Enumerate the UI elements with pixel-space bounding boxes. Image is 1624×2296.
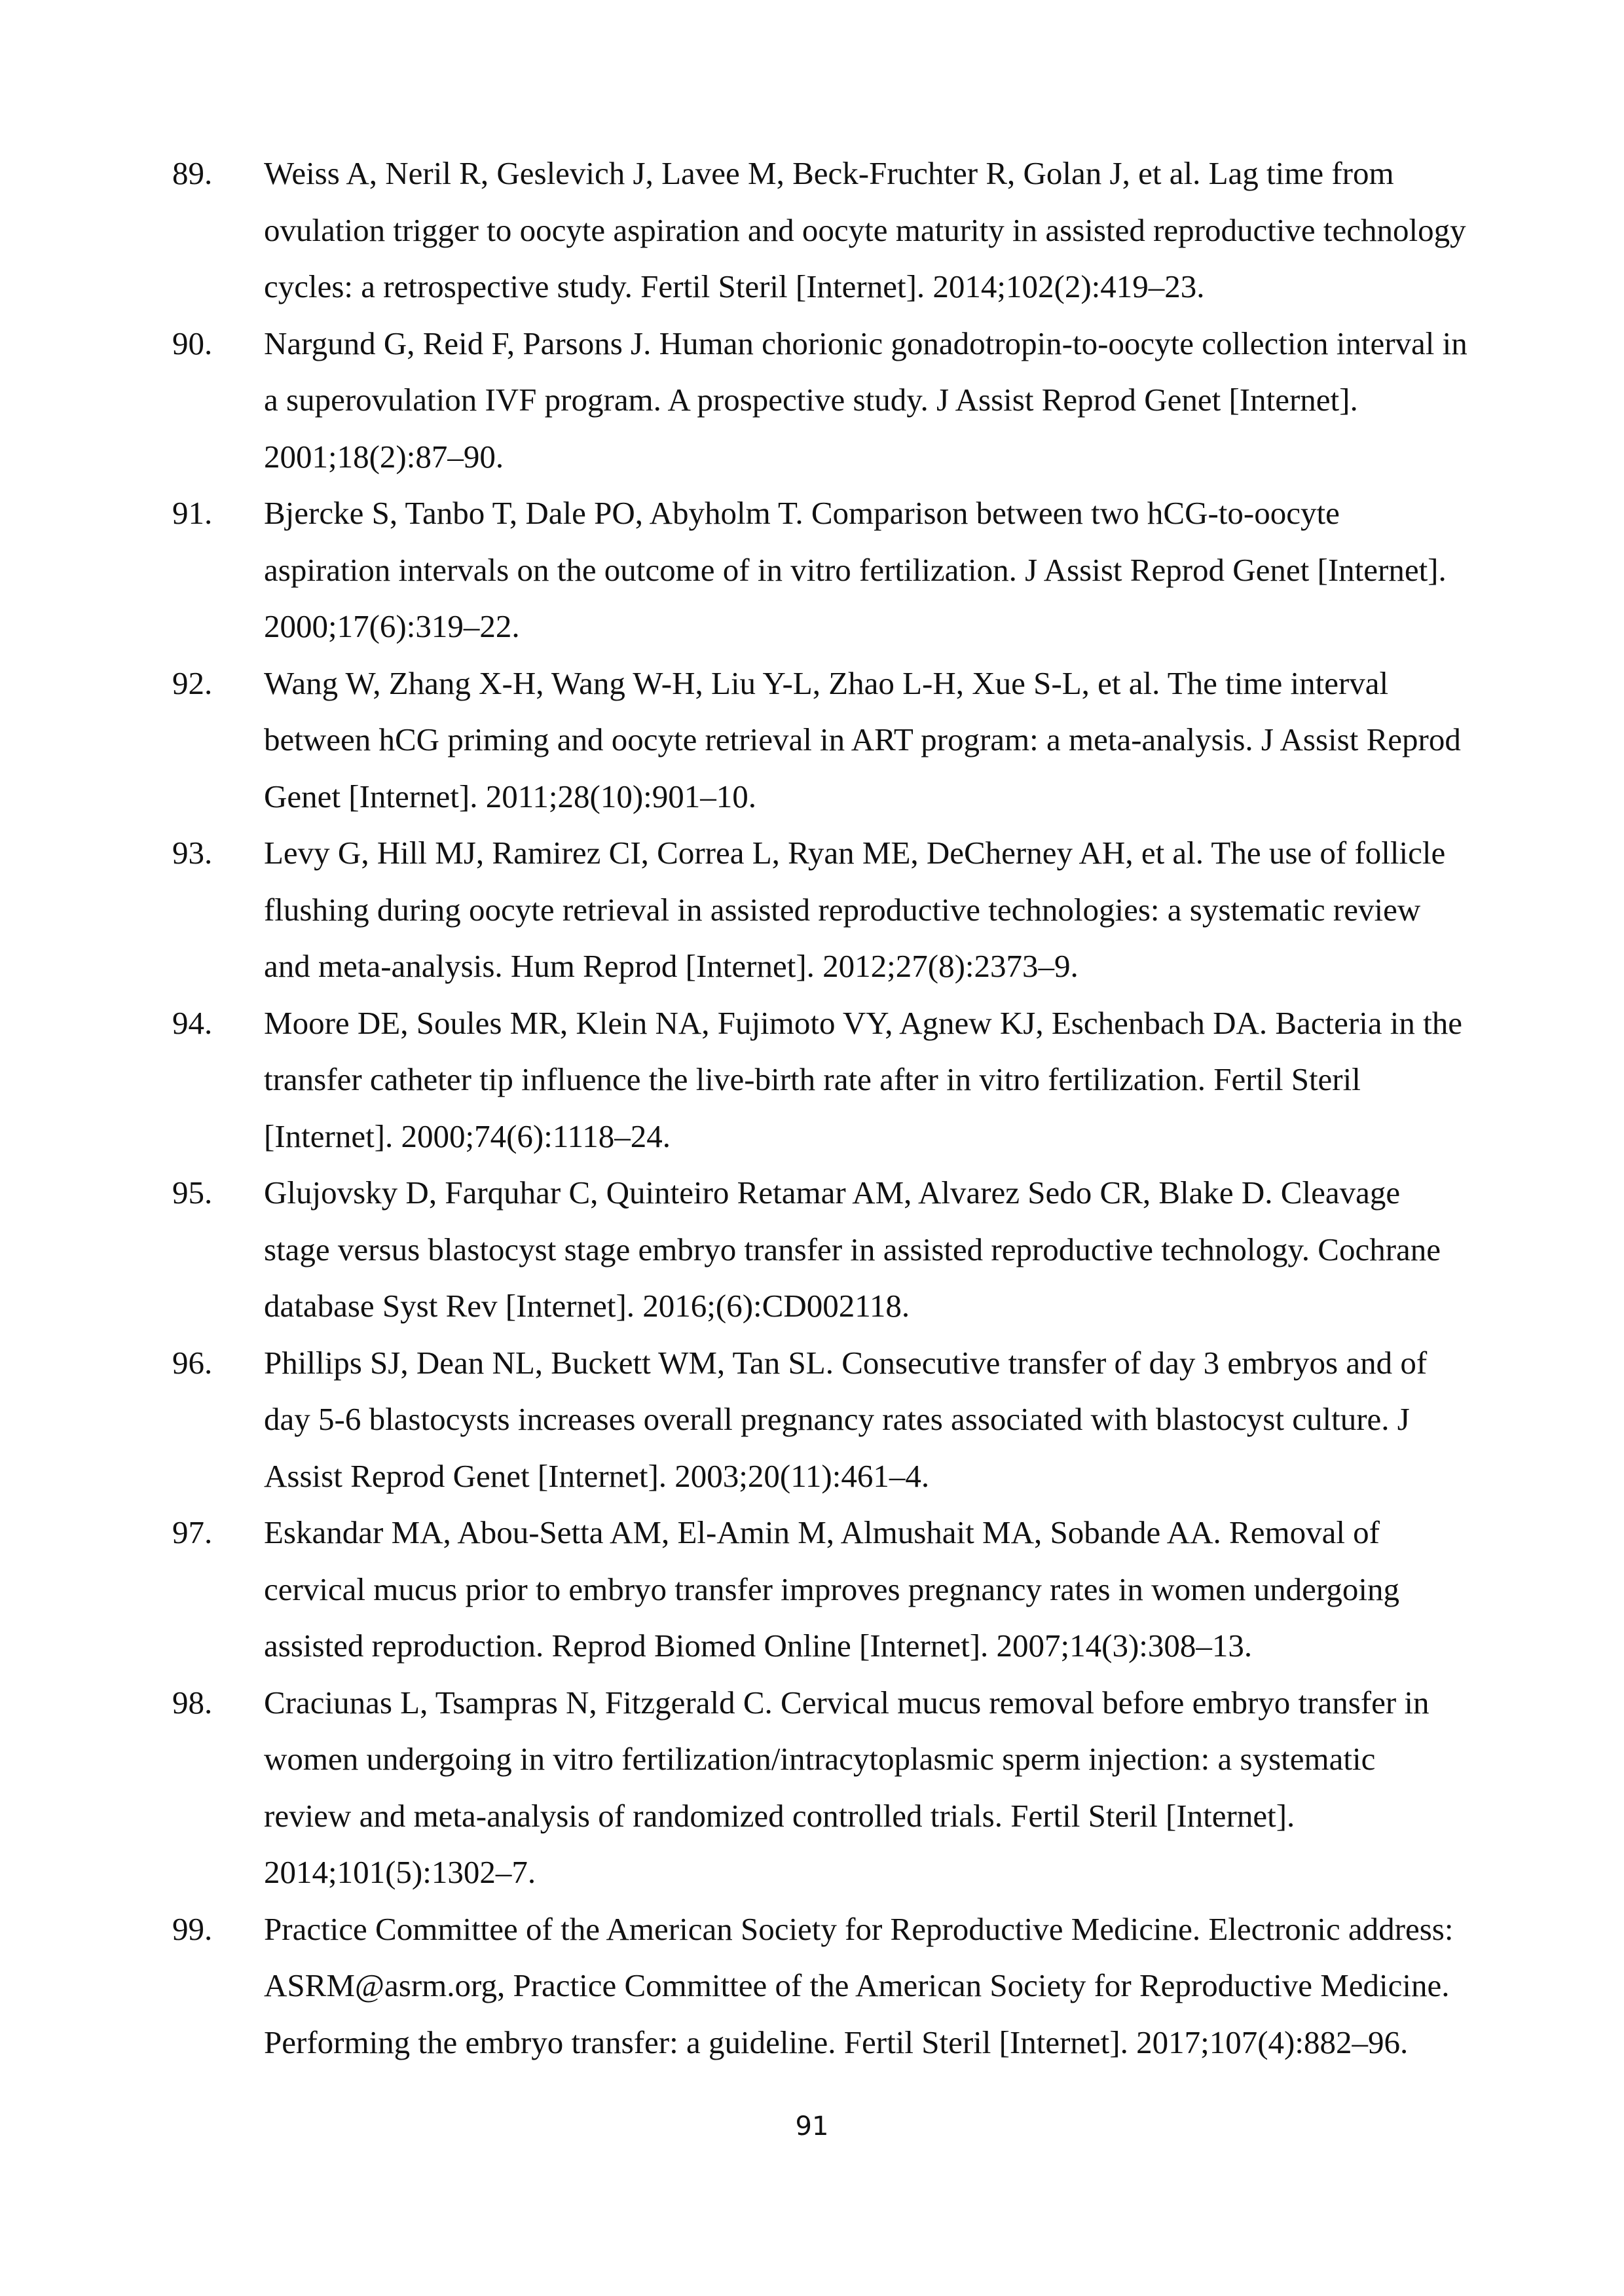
reference-number: 93. bbox=[172, 835, 213, 871]
reference-item bbox=[172, 1901, 1469, 2071]
reference-item bbox=[172, 316, 1469, 486]
reference-text: Levy G, Hill MJ, Ramirez CI, Correa L, Ryan ME, DeCherney AH, et al. The use of follicle flushing during oocyte retrieval in assisted reproductive technologies: a systematic review and meta-analysis. Hum Reprod [Internet]. 2012;27(8):2373–9. bbox=[264, 835, 1446, 984]
reference-item bbox=[172, 485, 1469, 655]
reference-text: Phillips SJ, Dean NL, Buckett WM, Tan SL. Consecutive transfer of day 3 embryos and of day 5-6 blastocysts increases overall pregnancy rates associated with blastocyst culture. J Assist Reprod Genet [Internet]. 2003;20(11):461–4. bbox=[264, 1344, 1428, 1494]
reference-text: Wang W, Zhang X-H, Wang W-H, Liu Y-L, Zhao L-H, Xue S-L, et al. The time interval between hCG priming and oocyte retrieval in ART program: a meta-analysis. J Assist Reprod Genet [Internet]. 2011;28(10):901–10. bbox=[264, 665, 1461, 814]
reference-text: Eskandar MA, Abou-Setta AM, El-Amin M, Almushait MA, Sobande AA. Removal of cervical mucus prior to embryo transfer improves pregnancy rates in women undergoing assisted reproduction. Reprod Biomed Online [Internet]. 2007;14(3):308–13. bbox=[264, 1514, 1399, 1664]
reference-item bbox=[172, 145, 1469, 316]
reference-number: 94. bbox=[172, 1004, 213, 1041]
reference-number: 97. bbox=[172, 1514, 213, 1550]
reference-number: 99. bbox=[172, 1910, 213, 1947]
reference-item bbox=[172, 1335, 1469, 1505]
page-number: 91 bbox=[795, 2111, 829, 2141]
reference-text: Nargund G, Reid F, Parsons J. Human chorionic gonadotropin-to-oocyte collection interval in a superovulation IVF program. A prospective study. J Assist Reprod Genet [Internet]. 2001;18(2):87–90. bbox=[264, 325, 1467, 475]
reference-item bbox=[172, 1165, 1469, 1335]
reference-item bbox=[172, 1675, 1469, 1901]
reference-text: Weiss A, Neril R, Geslevich J, Lavee M, Beck-Fruchter R, Golan J, et al. Lag time from ovulation trigger to oocyte aspiration and oocyte maturity in assisted reproductive technology cycles: a retrospective study. Fertil Steril [Internet]. 2014;102(2):419–23. bbox=[264, 155, 1466, 304]
reference-item bbox=[172, 995, 1469, 1165]
reference-number: 98. bbox=[172, 1684, 213, 1721]
reference-number: 96. bbox=[172, 1344, 213, 1381]
reference-item bbox=[172, 655, 1469, 826]
reference-text: Bjercke S, Tanbo T, Dale PO, Abyholm T. Comparison between two hCG-to-oocyte aspiration intervals on the outcome of in vitro fertilization. J Assist Reprod Genet [Internet]. 2000;17(6):319–22. bbox=[264, 495, 1447, 644]
reference-number: 89. bbox=[172, 155, 213, 191]
reference-text: Practice Committee of the American Society for Reproductive Medicine. Electronic address: ASRM@asrm.org, Practice Committee of the American Society for Reproductive Medicine. Performing the embryo transfer: a guideline. Fertil Steril [Internet]. 2017;107(4):882–96. bbox=[264, 1910, 1454, 2060]
reference-number: 90. bbox=[172, 325, 213, 361]
reference-number: 91. bbox=[172, 495, 213, 531]
reference-text: Glujovsky D, Farquhar C, Quinteiro Retamar AM, Alvarez Sedo CR, Blake D. Cleavage stage versus blastocyst stage embryo transfer in assisted reproductive technology. Cochrane database Syst Rev [Internet]. 2016;(6):CD002118. bbox=[264, 1175, 1441, 1324]
reference-text: Craciunas L, Tsampras N, Fitzgerald C. Cervical mucus removal before embryo transfer in women undergoing in vitro fertilization/intracytoplasmic sperm injection: a systematic review and meta-analysis of randomized controlled trials. Fertil Steril [Internet]. 2014;101(5):1302–7. bbox=[264, 1684, 1430, 1890]
reference-text: Moore DE, Soules MR, Klein NA, Fujimoto VY, Agnew KJ, Eschenbach DA. Bacteria in the transfer catheter tip influence the live-birth rate after in vitro fertilization. Fertil Steril [Internet]. 2000;74(6):1118–24. bbox=[264, 1004, 1463, 1154]
reference-number: 95. bbox=[172, 1175, 213, 1211]
reference-item bbox=[172, 825, 1469, 995]
reference-number: 92. bbox=[172, 665, 213, 701]
reference-list bbox=[172, 145, 1469, 2071]
reference-item bbox=[172, 1504, 1469, 1675]
